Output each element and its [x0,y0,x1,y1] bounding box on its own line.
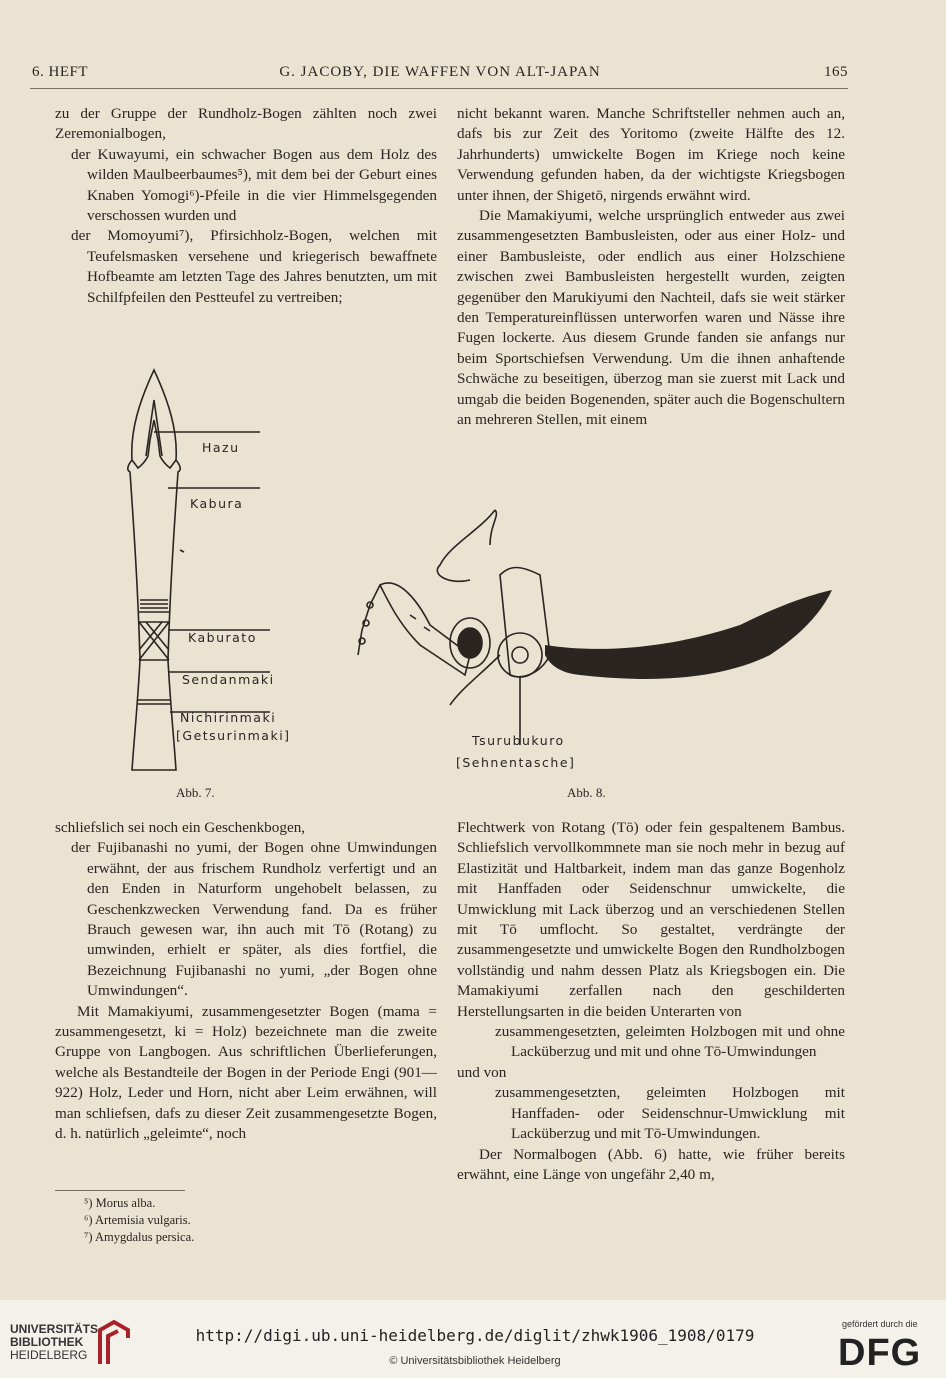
dfg-logo[interactable]: DFG [838,1332,922,1374]
page-number: 165 [824,64,848,80]
paragraph: zu der Gruppe der Rundholz-Bogen zählten noch zwei Zeremonialbogen, [55,105,437,143]
right-column-bottom [457,818,845,1185]
paragraph: Mit Mamakiyumi, zusammengesetzter Bogen (mama = zusammengesetzt, ki = Holz) bezeichnete man die zweite Gruppe von Langbogen. Aus schriftlichen Überlieferungen, welche als Bestandteile der Bogen in der Periode Engi (901—922) Holz, Leder und Horn, nicht aber Leim erwähnen, will man schliefsen, dafs zu dieser Zeit zusammengesetzte Bogen, d. h. natürlich „geleimte“, noch [55,1002,437,1143]
left-column-bottom [55,818,437,1145]
paragraph: schliefslich sei noch ein Geschenkbogen, [55,819,306,836]
paragraph: der Fujibanashi no yumi, der Bogen ohne Umwindungen erwähnt, der aus frischem Rundholz verfertigt und an den Enden in Naturform ungehobelt belassen, zu Geschenkzwecken Verwendung fand. Da es früher Brauch gewesen war, ihn auch mit Tō (Rotang) zu umwinden, erhielt er später, als dies fortfiel, die Bezeichnung Fujibanashi no yumi, „der Bogen ohne Umwindungen“. [71,839,437,1000]
label-tsurubukuro: Tsurubukuro [472,733,565,748]
paragraph: Der Normalbogen (Abb. 6) hatte, wie früher bereits erwähnt, eine Länge von ungefähr 2,40 m, [457,1145,845,1183]
footnote: ⁵) Morus alba. [84,1196,156,1210]
label-sendanmaki: Sendanmaki [182,672,275,687]
label-nichirinmaki: Nichirinmaki [180,710,277,725]
paragraph: zusammengesetzten, geleimten Holzbogen mit Hanffaden- oder Seidenschnur-Umwicklung mit Lacküberzug und mit Tō-Umwindungen. [495,1084,845,1143]
funded-by-label: gefördert durch die [842,1319,918,1329]
label-getsurinmaki: [Getsurinmaki] [176,728,291,743]
library-logo[interactable] [10,1323,102,1362]
running-title: G. JACOBY, DIE WAFFEN VON ALT-JAPAN [279,64,601,80]
footnote-rule [55,1190,185,1191]
figure-7-arrow [110,360,300,790]
issue-label: 6. HEFT [32,64,88,80]
figure-7-caption: Abb. 7. [176,785,215,800]
right-column-top [457,104,845,431]
paragraph: der Kuwayumi, ein schwacher Bogen aus dem Holz des wilden Maulbeerbaumes⁵), mit dem bei der Geburt eines Knaben Yomogi⁶)-Pfeile in die vier Himmelsgegenden verschossen wurden und [71,145,437,225]
left-column-top [55,104,437,308]
paragraph: zusammengesetzten, geleimten Holzbogen mit und ohne Lacküberzug und mit und ohne Tō-Umwindungen [495,1023,845,1061]
permalink-url[interactable]: http://digi.ub.uni-heidelberg.de/diglit/zhwk1906_1908/0179 [195,1326,755,1345]
paragraph: Die Mamakiyumi, welche ursprünglich entweder aus zwei zusammengesetzten Bambusleisten, oder aus einer Holz- und einer Bambusleiste, oder endlich aus einer Holzschiene zwischen zwei Bambusleisten hergestellt wurden, zeigten gegenüber den Marukiyumi den Nachteil, dafs sie weit stärker den Temperatureinflüssen unterworfen waren und Nässe ihre Fugen lockerte. Aus diesem Grunde fanden sie anfangs nur beim Sportschiefsen Verwendung. Um die ihnen anhaftende Schwäche zu beseitigen, überzog man sie zuerst mit Lack und umgab die beiden Bogenenden, später auch die Bogenschultern an mehreren Stellen, mit einem [457,207,845,429]
logo-line: BIBLIOTHEK [10,1335,84,1349]
logo-line: UNIVERSITÄTS- [10,1322,103,1336]
logo-line: HEIDELBERG [10,1348,88,1362]
header-rule [30,88,848,89]
label-kabura: Kabura [190,496,244,511]
label-kaburato: Kaburato [188,630,257,645]
footnote: ⁶) Artemisia vulgaris. [84,1213,191,1227]
paragraph: und von [457,1063,507,1081]
label-hazu: Hazu [202,440,240,455]
paragraph: der Momoyumi⁷), Pfirsichholz-Bogen, welchen mit Teufelsmasken versehene und kriegerisch bewaffnete Hofbeamte am letzten Tage des Jahres benutzten, um mit Schilfpfeilen den Pestteufel zu vertreiben; [71,227,437,306]
footnote: ⁷) Amygdalus persica. [84,1230,195,1244]
label-sehnentasche: [Sehnentasche] [456,755,576,770]
copyright-notice: © Universitätsbibliothek Heidelberg [389,1355,561,1367]
paragraph: Flechtwerk von Rotang (Tō) oder fein gespaltenem Bambus. Schliefslich vervollkommnete man sie noch mehr in bezug auf Elastizität und Haltbarkeit, indem man das ganze Bogenholz mit Hanffaden oder Seidenschnur umwickelte, die Umwicklung mit Lack überzog und an verschiedenen Stellen mit Tō umflocht. So gestaltet, verdrängte der zusammengesetzte und umwickelte Bogen den Rundholzbogen vollständig und nahm dessen Platz als Kriegsbogen ein. Die Mamakiyumi zerfallen nach den geschilderten Herstellungsarten in die beiden Unterarten von [457,819,845,1020]
figure-8-caption: Abb. 8. [567,785,606,800]
figure-8-quiver-cover [340,505,840,780]
running-header [32,64,848,86]
library-logo-icon [96,1318,132,1366]
paragraph: nicht bekannt waren. Manche Schriftsteller nehmen auch an, dafs bis zur Zeit des Yoritomo (zweite Hälfte des 12. Jahrhunderts) umwickelte Bogen im Kriege noch keine Verwendung gefunden haben, da der wichtigste Kriegsbogen unter ihnen, der Shigetō, nirgends erwähnt wird. [457,105,845,204]
